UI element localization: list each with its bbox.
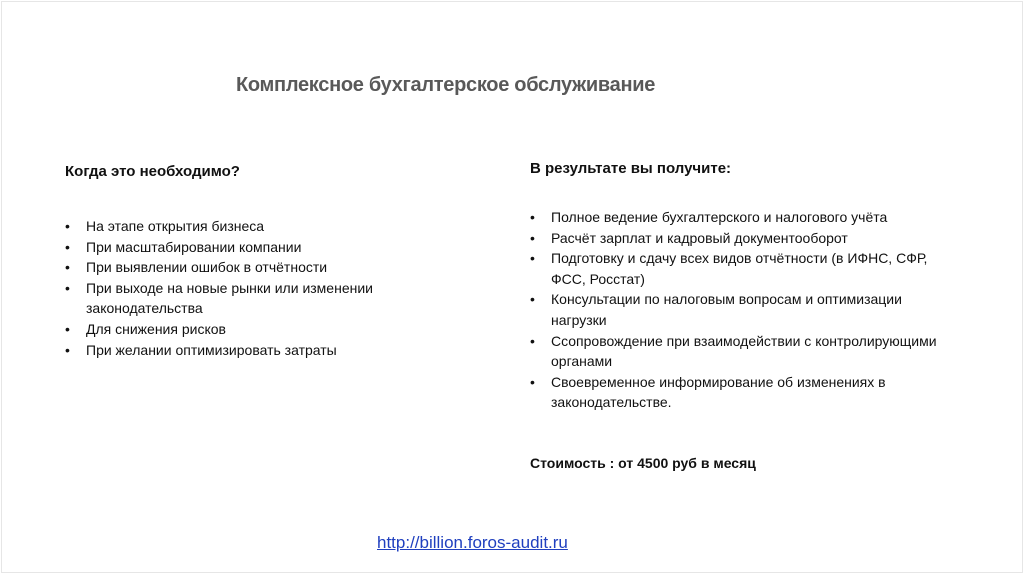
list-item (65, 257, 445, 278)
list-item-text: На этапе открытия бизнеса (86, 218, 265, 234)
when-needed-heading: Когда это необходимо? (65, 163, 240, 180)
when-needed-list (65, 216, 445, 360)
list-item-text: Ссопровождение при взаимодействии с контролирующими органами (551, 332, 937, 370)
results-heading: В результате вы получите: (530, 160, 732, 177)
when-needed-section (65, 163, 445, 360)
list-item-text: Своевременное информирование об изменениях в законодательстве. (551, 373, 886, 411)
bullet-icon: • (530, 229, 535, 246)
list-item-text: Расчёт зарплат и кадровый документооборот (551, 229, 848, 246)
bullet-icon: • (65, 218, 70, 234)
list-item-text: Полное ведение бухгалтерского и налогового учёта (551, 209, 888, 225)
bullet-icon: • (65, 279, 70, 296)
list-item-text: Для снижения рисков (86, 320, 226, 337)
slide-title: Комплексное бухгалтерское обслуживание (236, 74, 656, 96)
results-section (530, 160, 940, 471)
bullet-icon: • (65, 320, 70, 337)
list-item-text: Подготовку и сдачу всех видов отчётности (в ИФНС, СФР, ФСС, Росстат) (551, 250, 928, 287)
list-item-text: Консультации по налоговым вопросам и оптимизации нагрузки (551, 291, 902, 328)
list-item (65, 216, 445, 237)
results-list (530, 207, 940, 413)
list-item (65, 278, 445, 319)
bullet-icon: • (530, 209, 535, 225)
list-item (530, 207, 940, 228)
list-item (530, 372, 940, 413)
list-item-text: При выходе на новые рынки или изменении законодательства (86, 279, 373, 317)
bullet-icon: • (530, 291, 535, 308)
list-item (65, 340, 445, 361)
website-link[interactable]: http://billion.foros-audit.ru (377, 533, 568, 552)
price-text: Стоимость : от 4500 руб в месяц (530, 454, 756, 471)
bullet-icon: • (530, 250, 535, 267)
list-item (530, 331, 940, 372)
list-item (65, 319, 445, 340)
list-item-text: При масштабировании компании (86, 238, 302, 255)
bullet-icon: • (530, 373, 535, 390)
list-item (530, 289, 940, 330)
bullet-icon: • (65, 341, 70, 358)
bullet-icon: • (65, 238, 70, 255)
list-item (65, 237, 445, 258)
list-item-text: При желании оптимизировать затраты (86, 341, 337, 358)
bullet-icon: • (530, 332, 535, 349)
list-item (530, 228, 940, 249)
list-item-text: При выявлении ошибок в отчётности (86, 259, 328, 276)
bullet-icon: • (65, 259, 70, 276)
list-item (530, 248, 940, 289)
